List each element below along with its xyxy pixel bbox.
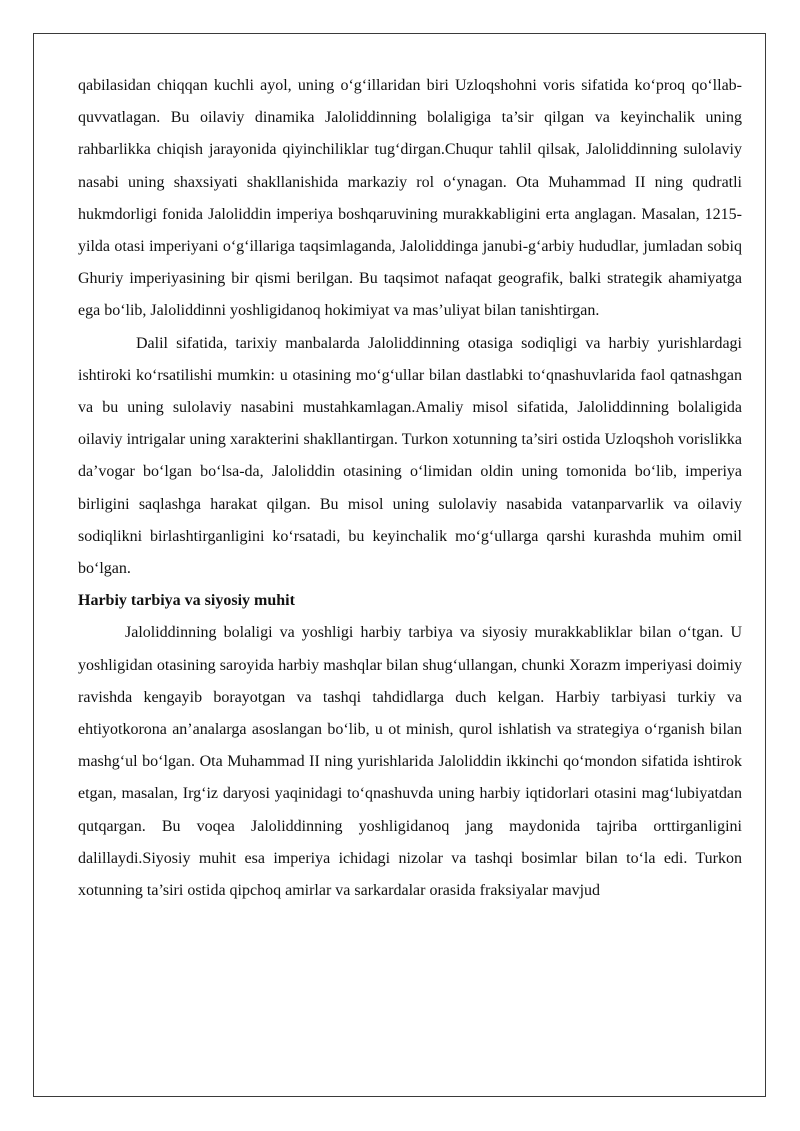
paragraph-evidence: Dalil sifatida, tarixiy manbalarda Jaloliddinning otasiga sodiqligi va harbiy yurishlardagi ishtiroki ko‘rsatilishi mumkin: u otasining mo‘g‘ullar bilan dastlabki to‘qnashuvlarida faol qatnashgan va bu uning sulolaviy nasabini mustahkamlagan.Amaliy misol sifatida, Jaloliddinning bolaligida oilaviy intrigalar uning xarakterini shakllantirgan. Turkon xotunning ta’siri ostida Uzloqshoh vorislikka da’vogar bo‘lgan bo‘lsa-da, Jaloliddin otasining o‘limidan oldin uning tomonida bo‘lib, imperiya birligini saqlashga harakat qilgan. Bu misol uning sulolaviy nasabida vatanparvarlik va oilaviy sodiqlikni birlashtirganligini ko‘rsatadi, bu keyinchalik mo‘g‘ullarga qarshi kurashda muhim omil bo‘lgan. [78,334,742,578]
section-heading: Harbiy tarbiya va siyosiy muhit [78,592,295,610]
paragraph-military-upbringing: Jaloliddinning bolaligi va yoshligi harbiy tarbiya va siyosiy murakkabliklar bilan o‘tgan. U yoshligidan otasining saroyida harbiy mashqlar bilan shug‘ullangan, chunki Xorazm imperiyasi doimiy ravishda kengayib borayotgan va tashqi tahdidlarga duch kelgan. Harbiy tarbiyasi turkiy va ehtiyotkorona an’analarga asoslangan bo‘lib, u ot minish, qurol ishlatish va strategiya o‘rganish bilan mashg‘ul bo‘lgan. Ota Muhammad II ning yurishlarida Jaloliddin ikkinchi qo‘mondon sifatida ishtirok etgan, masalan, Irg‘iz daryosi yaqinidagi to‘qnashuvda uning harbiy iqtidorlari otasini mag‘lubiyatdan qutqargan. Bu voqea Jaloliddinning yoshligidanoq jang maydonida tajriba orttirganligini dalillaydi.Siyosiy muhit esa imperiya ichidagi nizolar va tashqi bosimlar bilan to‘la edi. Turkon xotunning ta’siri ostida qipchoq amirlar va sarkardalar orasida fraksiyalar mavjud [78,624,742,900]
paragraph-continuation: qabilasidan chiqqan kuchli ayol, uning o‘g‘illaridan biri Uzloqshohni voris sifatida ko‘proq qo‘llab-quvvatlagan. Bu oilaviy dinamika Jaloliddinning bolaligiga ta’sir qilgan va keyinchalik uning rahbarlikka chiqish jarayonida qiyinchiliklar tug‘dirgan.Chuqur tahlil qilsak, Jaloliddinning sulolaviy nasabi uning shaxsiyati shakllanishida markaziy rol o‘ynagan. Ota Muhammad II ning qudratli hukmdorligi fonida Jaloliddin imperiya boshqaruvining murakkabligini erta anglagan. Masalan, 1215-yilda otasi imperiyani o‘g‘illariga taqsimlaganda, Jaloliddinga janubi-g‘arbiy hududlar, jumladan sobiq Ghuriy imperiyasining bir qismi berilgan. Bu taqsimot nafaqat geografik, balki strategik ahamiyatga ega bo‘lib, Jaloliddinni yoshligidanoq hokimiyat va mas’uliyat bilan tanishtirgan. [78,77,742,320]
document-body [78,70,742,907]
